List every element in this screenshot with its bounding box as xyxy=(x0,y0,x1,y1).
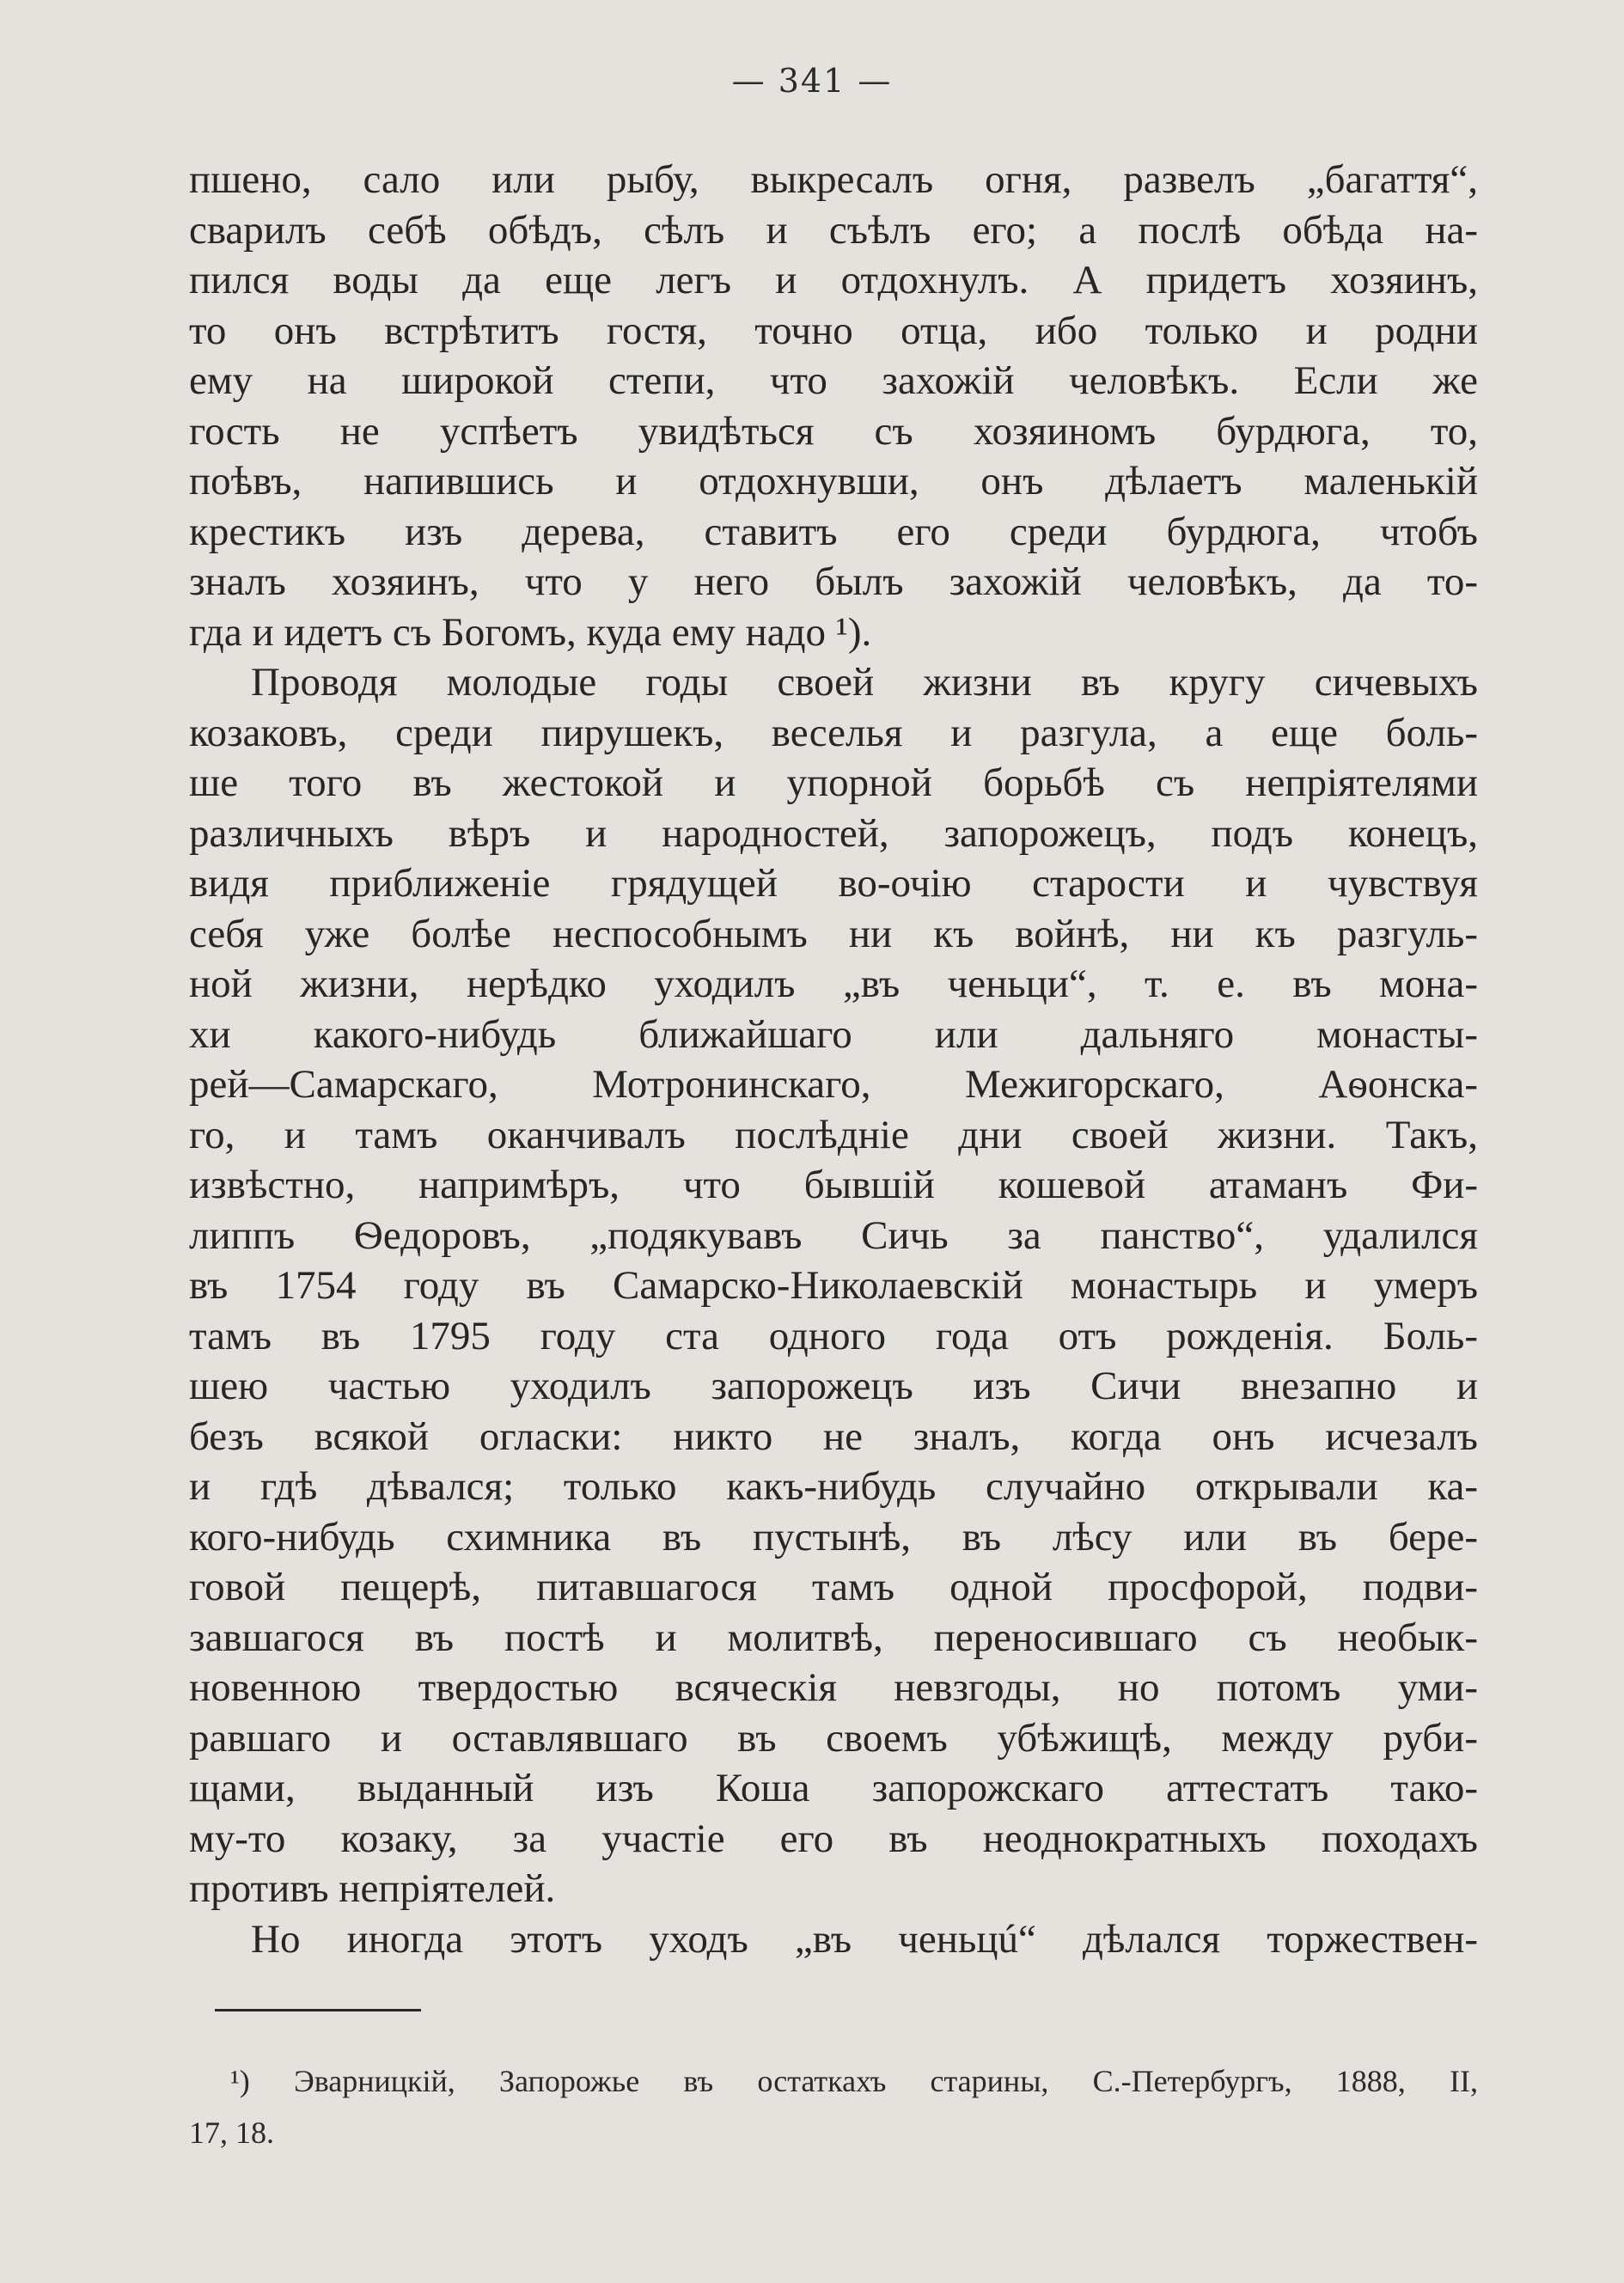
text-line: козаковъ, среди пирушекъ, веселья и разгула, а еще боль- xyxy=(189,710,1478,755)
text-line: пшено, сало или рыбу, выкресалъ огня, развелъ „багаття“, xyxy=(189,157,1478,202)
text-line: рей—Самарскаго, Мотронинскаго, Межигорскаго, Аѳонска- xyxy=(189,1062,1478,1107)
text-line: хи какого-нибудь ближайшаго или дальняго монасты- xyxy=(189,1011,1478,1057)
text-line: липпъ Ѳедоровъ, „подякувавъ Сичь за панство“, удалился xyxy=(189,1212,1478,1258)
text-line: тамъ въ 1795 году ста одного года отъ рожденія. Боль- xyxy=(189,1313,1478,1358)
text-line: Но иногда этотъ уходъ „въ ченьцú“ дѣлался торжествен- xyxy=(251,1916,1478,1962)
text-line: поѣвъ, напившись и отдохнувши, онъ дѣлаетъ маленькій xyxy=(189,459,1478,504)
text-line: различныхъ вѣръ и народностей, запорожецъ, подъ конецъ, xyxy=(189,810,1478,856)
text-line: гость не успѣетъ увидѣться съ хозяиномъ бурдюга, то, xyxy=(189,408,1478,454)
text-line: себя уже болѣе неспособнымъ ни къ войнѣ, ни къ разгуль- xyxy=(189,911,1478,956)
text-line: крестикъ изъ дерева, ставитъ его среди бурдюга, чтобъ xyxy=(189,509,1478,554)
text-line: му-то козаку, за участіе его въ неоднократныхъ походахъ xyxy=(189,1816,1478,1861)
text-line: ему на широкой степи, что захожій человѣкъ. Если же xyxy=(189,358,1478,403)
body-text xyxy=(189,155,1478,1964)
text-line: говой пещерѣ, питавшагося тамъ одной просфорой, подви- xyxy=(189,1565,1478,1609)
text-line: го, и тамъ оканчивалъ послѣдніе дни своей жизни. Такъ, xyxy=(189,1112,1478,1157)
text-line: и гдѣ дѣвался; только какъ-нибудь случайно открывали ка- xyxy=(189,1464,1478,1509)
text-line: новенною твердостью всяческія невзгоды, но потомъ уми- xyxy=(189,1665,1478,1710)
text-line: извѣстно, напримѣръ, что бывшій кошевой атаманъ Фи- xyxy=(189,1163,1478,1207)
text-line: зналъ хозяинъ, что у него былъ захожій человѣкъ, да то- xyxy=(189,559,1478,604)
text-line: ше того въ жестокой и упорной борьбѣ съ непріятелями xyxy=(189,760,1478,805)
text-line: ной жизни, нерѣдко уходилъ „въ ченьци“, т. е. въ мона- xyxy=(189,961,1478,1006)
page-number: — 341 — xyxy=(731,62,893,100)
footnote-line: ¹) Эварницкій, Запорожье въ остаткахъ старины, С.-Петербургъ, 1888, II, xyxy=(230,2064,1478,2098)
text-line: кого-нибудь схимника въ пустынѣ, въ лѣсу или въ бере- xyxy=(189,1514,1478,1560)
text-line: щами, выданный изъ Коша запорожскаго аттестатъ тако- xyxy=(189,1766,1478,1810)
text-line: въ 1754 году въ Самарско-Николаевскій монастырь и умеръ xyxy=(189,1263,1478,1308)
footnote-line: 17, 18. xyxy=(189,2115,274,2150)
text-line: завшагося въ постѣ и молитвѣ, переносившаго съ необык- xyxy=(189,1615,1478,1660)
text-line: шею частью уходилъ запорожецъ изъ Сичи внезапно и xyxy=(189,1364,1478,1408)
text-line: равшаго и оставлявшаго въ своемъ убѣжищѣ, между руби- xyxy=(189,1715,1478,1761)
footnote-divider xyxy=(215,2009,421,2011)
text-line: сварилъ себѣ обѣдъ, сѣлъ и съѣлъ его; а послѣ обѣда на- xyxy=(189,207,1478,253)
text-line: видя приближеніе грядущей во-очію старости и чувствуя xyxy=(189,861,1478,906)
text-line: безъ всякой огласки: никто не зналъ, когда онъ исчезалъ xyxy=(189,1413,1478,1459)
text-line: Проводя молодые годы своей жизни въ кругу сичевыхъ xyxy=(251,660,1478,705)
text-line: гда и идетъ съ Богомъ, куда ему надо ¹). xyxy=(189,609,872,655)
footnote xyxy=(189,2055,1478,2158)
text-line: то онъ встрѣтитъ гостя, точно отца, ибо только и родни xyxy=(189,308,1478,353)
text-line: противъ непріятелей. xyxy=(189,1866,556,1911)
text-line: пился воды да еще легъ и отдохнулъ. А придетъ хозяинъ, xyxy=(189,258,1478,302)
